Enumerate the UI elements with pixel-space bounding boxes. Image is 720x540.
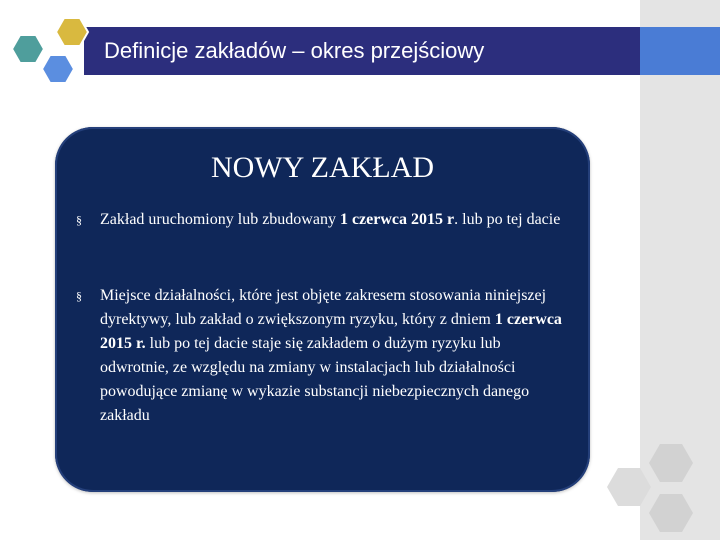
hexagon-logo-icon	[0, 10, 90, 90]
bullet-text: Zakład uruchomiony lub zbudowany 1 czerwca 2015 r. lub po tej dacie	[100, 211, 561, 228]
bullet-marker: §	[76, 213, 82, 227]
slide-title: Definicje zakładów – okres przejściowy	[104, 38, 485, 63]
bullet-text: Miejsce działalności, które jest objęte zakresem stosowania niniejszej dyrektywy, lub zakład o zwiększonym ryzyku, który z dniem 1 czerwca 2015 r. lub po tej dacie staje się zakładem o dużym ryzyku lub odwrotnie, ze względu na zmiany w instalacjach lub działalności powodujące zmianę w wykazie substancji niebezpiecznych danego zakładu	[100, 287, 562, 424]
card-heading: NOWY ZAKŁAD	[210, 151, 434, 184]
decorative-hexagons-icon	[600, 440, 720, 540]
hexagon-teal-icon	[12, 35, 44, 63]
bullet-marker: §	[76, 289, 82, 303]
bullet-item-2	[76, 284, 568, 428]
bold-date: 1 czerwca 2015 r	[339, 211, 455, 228]
hexagon-gold-icon	[56, 18, 88, 46]
hexagon-blue-icon	[42, 55, 74, 83]
bold-date: 1 czerwca 2015 r.	[100, 311, 562, 352]
title-bar-accent	[640, 27, 720, 75]
bullet-item-1	[76, 208, 568, 232]
